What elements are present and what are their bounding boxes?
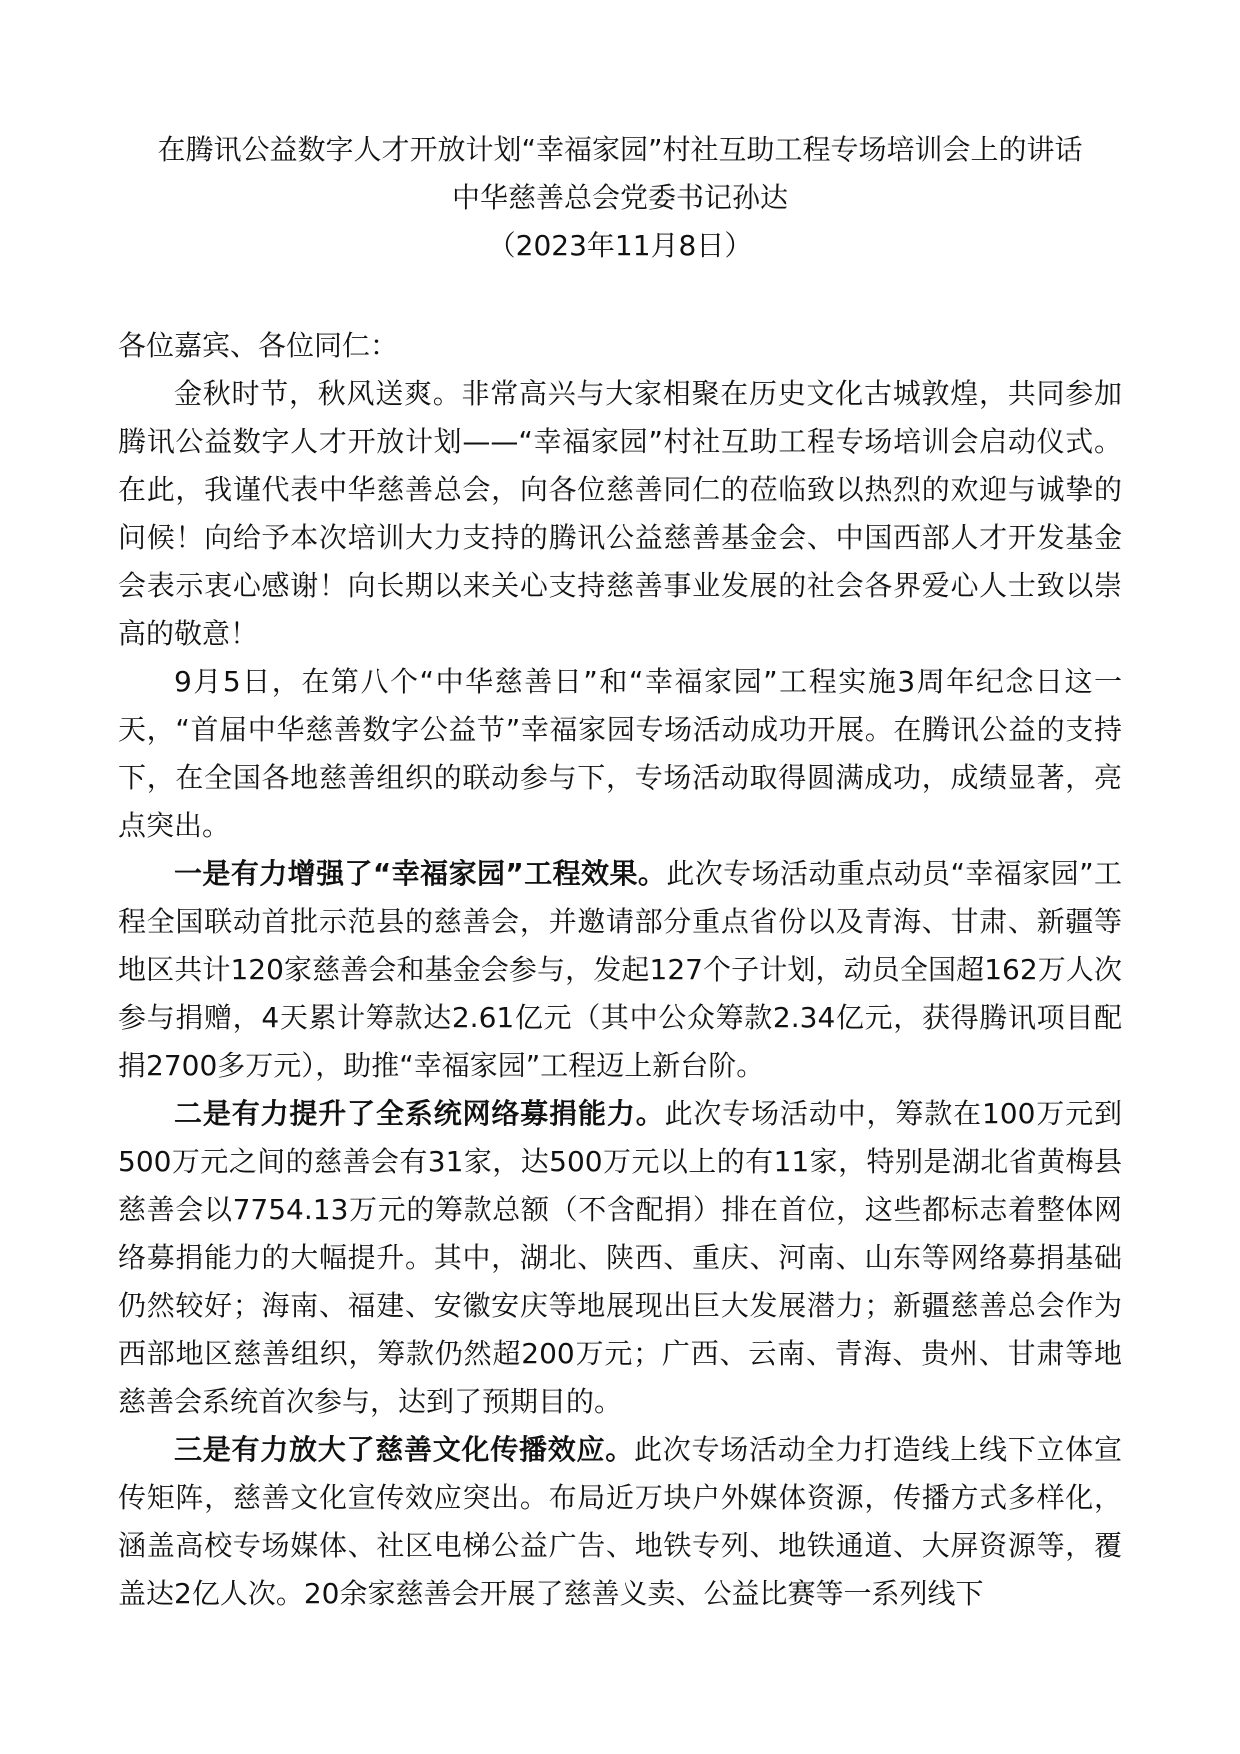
paragraph-text: 此次专场活动全力打造线上线下立体宣传矩阵，慈善文化宣传效应突出。布局近万块户外媒体资源，传播方式多样化，涵盖高校专场媒体、社区电梯公益广告、地铁专列、地铁通道、大屏资源等，覆盖达2亿人次。20余家慈善会开展了慈善义卖、公益比赛等一系列线下 bbox=[118, 1433, 1122, 1610]
paragraph-point-two bbox=[118, 1090, 1122, 1426]
paragraph-text: 金秋时节，秋风送爽。非常高兴与大家相聚在历史文化古城敦煌，共同参加腾讯公益数字人才开放计划——“幸福家园”村社互助工程专场培训会启动仪式。在此，我谨代表中华慈善总会，向各位慈善同仁的莅临致以热烈的欢迎与诚挚的问候！向给予本次培训大力支持的腾讯公益慈善基金会、中国西部人才开发基金会表示衷心感谢！向长期以来关心支持慈善事业发展的社会各界爱心人士致以崇高的敬意！ bbox=[118, 377, 1122, 650]
paragraph-text: 此次专场活动中，筹款在100万元到500万元之间的慈善会有31家，达500万元以上的有11家，特别是湖北省黄梅县慈善会以7754.13万元的筹款总额（不含配捐）排在首位，这些都标志着整体网络募捐能力的大幅提升。其中，湖北、陕西、重庆、河南、山东等网络募捐基础仍然较好；海南、福建、安徽安庆等地展现出巨大发展潜力；新疆慈善总会作为西部地区慈善组织，筹款仍然超200万元；广西、云南、青海、贵州、甘肃等地慈善会系统首次参与，达到了预期目的。 bbox=[118, 1097, 1122, 1418]
paragraph-lead: 三是有力放大了慈善文化传播效应。 bbox=[174, 1433, 634, 1466]
speaker-line: 中华慈善总会党委书记孙达 bbox=[451, 181, 788, 214]
paragraph-text: 9月5日，在第八个“中华慈善日”和“幸福家园”工程实施3周年纪念日这一天，“首届中华慈善数字公益节”幸福家园专场活动成功开展。在腾讯公益的支持下，在全国各地慈善组织的联动参与下，专场活动取得圆满成功，成绩显著，亮点突出。 bbox=[118, 665, 1122, 842]
paragraph-text: 此次专场活动重点动员“幸福家园”工程全国联动首批示范县的慈善会，并邀请部分重点省份以及青海、甘肃、新疆等地区共计120家慈善会和基金会参与，发起127个子计划，动员全国超162万人次参与捐赠，4天累计筹款达2.61亿元（其中公众筹款2.34亿元，获得腾讯项目配捐2700多万元），助推“幸福家园”工程迈上新台阶。 bbox=[118, 857, 1122, 1082]
paragraph-point-one bbox=[118, 850, 1122, 1090]
document-header bbox=[118, 126, 1122, 270]
paragraph-lead: 二是有力提升了全系统网络募捐能力。 bbox=[174, 1097, 665, 1130]
paragraph-event bbox=[118, 658, 1122, 850]
document-title: 在腾讯公益数字人才开放计划“幸福家园”村社互助工程专场培训会上的讲话 bbox=[157, 133, 1083, 166]
paragraph-lead: 一是有力增强了“幸福家园”工程效果。 bbox=[174, 857, 667, 890]
document-body bbox=[118, 322, 1122, 1618]
salutation: 各位嘉宾、各位同仁： bbox=[118, 329, 399, 362]
paragraph-opening bbox=[118, 370, 1122, 658]
date-line: （2023年11月8日） bbox=[487, 229, 753, 262]
paragraph-point-three bbox=[118, 1426, 1122, 1618]
